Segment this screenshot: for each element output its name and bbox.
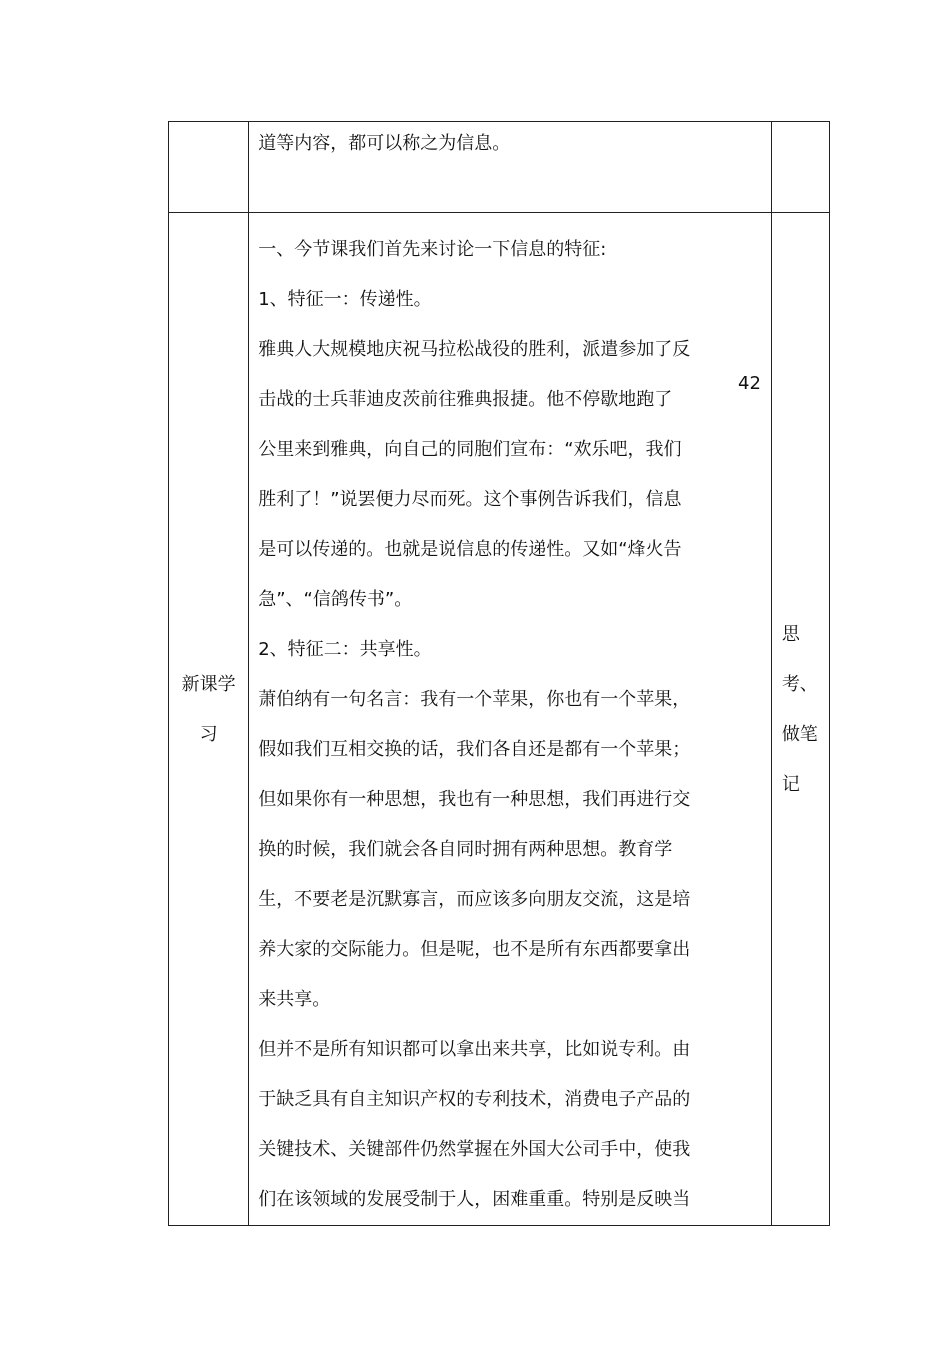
text-line: 急”、“信鸽传书”。 [258, 589, 413, 610]
text-line: 于缺乏具有自主知识产权的专利技术，消费电子产品的 [258, 1089, 691, 1110]
text-line: 雅典人大规模地庆祝马拉松战役的胜利，派遣参加了反 [258, 339, 691, 360]
stage-label [169, 213, 248, 760]
content-cell [249, 213, 772, 1226]
text-line: 假如我们互相交换的话，我们各自还是都有一个苹果； [258, 739, 691, 760]
text-line: 养大家的交际能力。但是呢，也不是所有东西都要拿出 [258, 939, 691, 960]
lesson-plan-table [168, 121, 830, 1226]
text-line: 公里来到雅典，向自己的同胞们宣布：“欢乐吧，我们 [258, 439, 682, 460]
text-line: 但如果你有一种思想，我也有一种思想，我们再进行交 [258, 789, 691, 810]
stage-label-line: 新课学 [181, 674, 236, 695]
text-line: 换的时候，我们就会各自同时拥有两种思想。教育学 [258, 839, 673, 860]
text-line: 生，不要老是沉默寡言，而应该多向朋友交流，这是培 [258, 889, 691, 910]
stage-cell-empty [169, 122, 249, 213]
text-line: 1、特征一：传递性。 [258, 289, 432, 310]
stage-cell [169, 213, 249, 1226]
text-line: 胜利了！”说罢便力尽而死。这个事例告诉我们，信息 [258, 489, 682, 510]
text-line: 关键技术、关键部件仍然掌握在外国大公司手中，使我 [258, 1139, 691, 1160]
text-line: 击战的士兵菲迪皮茨前往雅典报捷。他不停歇地跑了 [258, 389, 673, 410]
text-line: 是可以传递的。也就是说信息的传递性。又如“烽火告 [258, 539, 682, 560]
text-line: 们在该领域的发展受制于人，困难重重。特别是反映当 [258, 1189, 691, 1210]
stage-label-line: 习 [199, 724, 218, 745]
table-row [169, 213, 830, 1226]
table-row [169, 122, 830, 213]
activity-line: 记 [781, 774, 800, 795]
text-line: 来共享。 [258, 989, 331, 1010]
content-cell [249, 122, 772, 213]
activity-line: 做笔 [781, 724, 818, 745]
activity-cell-empty [771, 122, 829, 213]
time-minutes: 42 [738, 373, 761, 394]
text-line: 萧伯纳有一句名言：我有一个苹果，你也有一个苹果， [258, 689, 691, 710]
text-line: 但并不是所有知识都可以拿出来共享，比如说专利。由 [258, 1039, 691, 1060]
activity-cell [771, 213, 829, 1226]
content-text [249, 122, 771, 166]
text-line: 道等内容，都可以称之为信息。 [258, 133, 511, 154]
student-activity [772, 213, 829, 810]
activity-line: 思 [781, 624, 800, 645]
activity-line: 考、 [781, 674, 818, 695]
content-text [249, 213, 771, 1225]
text-line: 2、特征二：共享性。 [258, 639, 432, 660]
text-line: 一、今节课我们首先来讨论一下信息的特征: [258, 239, 607, 260]
